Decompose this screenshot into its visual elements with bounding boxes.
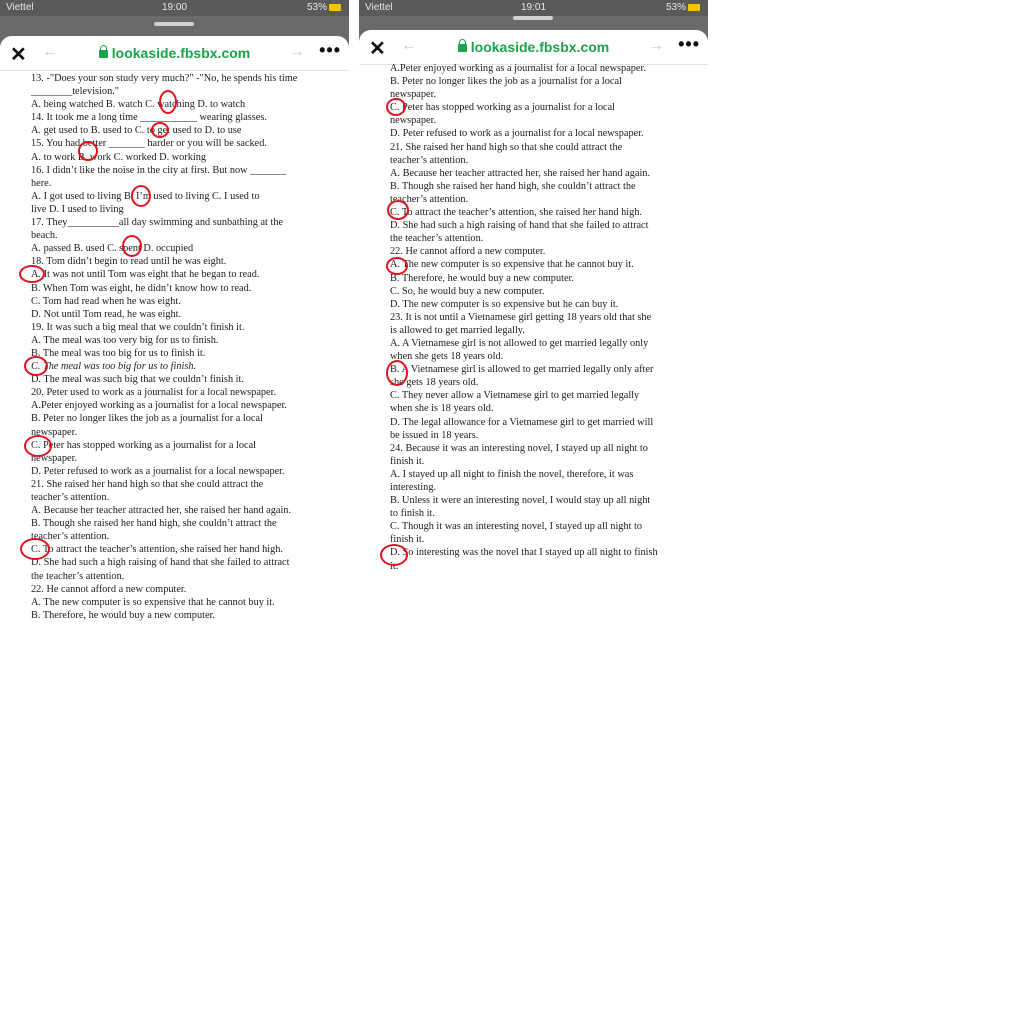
url-host-text: lookaside.fbsbx.com xyxy=(111,45,251,61)
text-line: D. The new computer is so expensive but he can buy it. xyxy=(390,298,619,310)
text-line: newspaper. xyxy=(31,426,78,438)
text-line: 20. Peter used to work as a journalist for a local newspaper. xyxy=(31,387,277,399)
answer-circle xyxy=(386,360,408,386)
text-line: D. The legal allowance for a Vietnamese girl to get married will xyxy=(390,416,654,428)
answer-circle xyxy=(122,235,142,257)
text-line: C. They never allow a Vietnamese girl to get married legally xyxy=(390,390,640,402)
text-line: A. A Vietnamese girl is not allowed to get married legally only xyxy=(390,337,649,349)
battery-percent: 53% xyxy=(306,2,327,13)
text-line: D. She had such a high raising of hand that she failed to attract xyxy=(31,557,290,569)
screenshot-right xyxy=(359,0,708,572)
carrier-label: Viettel xyxy=(365,2,393,13)
text-line: A. get used to B. used to C. to get used to D. to use xyxy=(31,125,242,137)
text-line: A. passed B. used C. spent D. occupied xyxy=(31,243,194,255)
text-line: B. A Vietnamese girl is allowed to get married legally only after xyxy=(390,364,654,376)
text-line: newspaper. xyxy=(390,115,437,127)
answer-circle xyxy=(387,200,409,220)
text-line: 15. You had better _______ harder or you will be sacked. xyxy=(31,138,267,150)
battery-indicator xyxy=(666,2,700,13)
answer-circle xyxy=(24,435,52,457)
text-line: finish it. xyxy=(390,534,425,546)
text-line: B. Therefore, he would buy a new computer. xyxy=(390,272,574,284)
text-line: B. Peter no longer likes the job as a journalist for a local xyxy=(390,76,622,88)
text-line: here. xyxy=(31,177,52,189)
text-line: D. Peter refused to work as a journalist for a local newspaper. xyxy=(390,128,644,140)
text-line: A. The new computer is so expensive that he cannot buy it. xyxy=(31,596,275,608)
text-line: B. Though she raised her hand high, she couldn’t attract the xyxy=(390,180,636,192)
text-line: C. So, he would buy a new computer. xyxy=(390,285,545,297)
text-line: to finish it. xyxy=(390,508,435,520)
text-line: 13. -"Does your son study very much?" -"No, he spends his time xyxy=(31,73,298,84)
text-line: C. Peter has stopped working as a journalist for a local xyxy=(390,102,616,114)
text-line: 19. It was such a big meal that we couldn’t finish it. xyxy=(31,321,245,333)
screenshot-left xyxy=(0,0,349,625)
toolbar-divider xyxy=(0,70,349,71)
lock-icon xyxy=(458,44,467,52)
text-line: C. Peter has stopped working as a journalist for a local xyxy=(31,439,257,451)
text-line: A. I got used to living B. I’m used to living C. I used to xyxy=(31,190,260,202)
text-line: when she is 18 years old. xyxy=(390,403,494,415)
text-line: 22. He cannot afford a new computer. xyxy=(31,583,187,595)
answer-circle xyxy=(20,538,50,560)
text-line: 18. Tom didn’t begin to read until he was eight. xyxy=(31,256,227,268)
url-host-text: lookaside.fbsbx.com xyxy=(470,39,610,55)
sheet-grabber[interactable] xyxy=(154,22,194,26)
answer-circle xyxy=(386,98,406,116)
text-line: B. When Tom was eight, he didn’t know how to read. xyxy=(31,282,252,294)
document-text xyxy=(31,72,323,622)
close-icon[interactable]: ✕ xyxy=(10,44,27,66)
text-line: interesting. xyxy=(390,482,437,493)
text-line: B. Unless it were an interesting novel, I would stay up all night xyxy=(390,495,651,507)
answer-circle xyxy=(131,185,151,207)
battery-icon xyxy=(688,4,700,11)
battery-percent: 53% xyxy=(665,2,686,13)
text-line: A.Peter enjoyed working as a journalist for a local newspaper. xyxy=(31,400,287,412)
text-line: newspaper. xyxy=(390,89,437,101)
text-line: 14. It took me a long time ___________ wearing glasses. xyxy=(31,112,267,124)
text-line: she gets 18 years old. xyxy=(390,377,479,389)
text-line: the teacher’s attention. xyxy=(390,233,484,245)
text-line: C. To attract the teacher’s attention, she raised her hand high. xyxy=(31,544,283,556)
text-line: A. The new computer is so expensive that he cannot buy it. xyxy=(390,259,634,271)
battery-icon xyxy=(329,4,341,11)
text-line: C. To attract the teacher’s attention, she raised her hand high. xyxy=(390,207,642,219)
text-line: D. The meal was such big that we couldn’t finish it. xyxy=(31,374,244,386)
text-line: 21. She raised her hand high so that she could attract the xyxy=(31,478,264,490)
answer-circle xyxy=(24,356,48,376)
answer-circle xyxy=(380,544,408,566)
more-options-icon[interactable]: ••• xyxy=(319,40,341,60)
back-arrow-icon[interactable]: ← xyxy=(401,37,417,54)
text-line: it. xyxy=(390,560,399,572)
text-line: A. Because her teacher attracted her, she raised her hand again. xyxy=(31,505,292,517)
text-line: D. Peter refused to work as a journalist for a local newspaper. xyxy=(31,465,285,477)
close-icon[interactable]: ✕ xyxy=(369,38,386,60)
text-line: C. Though it was an interesting novel, I stayed up all night to xyxy=(390,521,643,533)
text-line: 17. They__________all day swimming and sunbathing at the xyxy=(31,217,284,229)
answer-circle xyxy=(151,122,169,138)
status-bar xyxy=(359,0,708,16)
text-line: C. Tom had read when he was eight. xyxy=(31,295,181,307)
text-line: B. Peter no longer likes the job as a journalist for a local xyxy=(31,413,263,425)
text-line: B. Therefore, he would buy a new computer. xyxy=(31,609,215,621)
clock-label: 19:01 xyxy=(520,2,547,13)
text-line: teacher’s attention. xyxy=(31,531,110,543)
back-arrow-icon[interactable]: ← xyxy=(42,43,58,60)
text-line: A. The meal was too very big for us to finish. xyxy=(31,334,219,346)
answer-circle xyxy=(386,257,408,275)
text-line: A. to work B. work C. worked D. working xyxy=(31,151,207,163)
text-line: newspaper. xyxy=(31,452,78,464)
battery-indicator xyxy=(307,2,341,13)
browser-toolbar xyxy=(0,36,349,70)
text-line: B. Though she raised her hand high, she couldn’t attract the xyxy=(31,518,277,530)
text-line: be issued in 18 years. xyxy=(390,429,479,441)
text-line: A. I stayed up all night to finish the novel, therefore, it was xyxy=(390,468,634,480)
text-line: A. Because her teacher attracted her, she raised her hand again. xyxy=(390,167,651,179)
text-line: ________television." xyxy=(31,86,120,98)
forward-arrow-icon[interactable]: → xyxy=(289,43,305,60)
text-line: 23. It is not until a Vietnamese girl getting 18 years old that she xyxy=(390,311,652,323)
text-line: live D. I used to living xyxy=(31,203,124,215)
lock-icon xyxy=(99,50,108,58)
text-line: teacher’s attention. xyxy=(390,193,469,205)
document-text xyxy=(390,62,682,572)
text-line: is allowed to get married legally. xyxy=(390,324,525,336)
text-line: D. She had such a high raising of hand that she failed to attract xyxy=(390,220,649,232)
sheet-grabber[interactable] xyxy=(513,16,553,20)
text-line: teacher’s attention. xyxy=(390,154,469,166)
text-line: A. It was not until Tom was eight that he began to read. xyxy=(31,269,260,281)
text-line: D. Not until Tom read, he was eight. xyxy=(31,308,182,320)
answer-circle xyxy=(159,90,177,114)
text-line: 24. Because it was an interesting novel, I stayed up all night to xyxy=(390,442,648,454)
text-line: finish it. xyxy=(390,455,425,467)
text-line: when she gets 18 years old. xyxy=(390,351,504,363)
text-line: teacher’s attention. xyxy=(31,492,110,503)
text-line: C. The meal was too big for us to finish. xyxy=(31,361,197,373)
text-line: 21. She raised her hand high so that she could attract the xyxy=(390,141,623,153)
text-line: 16. I didn’t like the noise in the city at first. But now _______ xyxy=(31,164,287,176)
text-line: A.Peter enjoyed working as a journalist for a local newspaper. xyxy=(390,63,646,74)
clock-label: 19:00 xyxy=(161,2,188,13)
answer-circle xyxy=(19,265,45,283)
text-line: D. So interesting was the novel that I stayed up all night to finish xyxy=(390,547,658,559)
text-line: B. The meal was too big for us to finish it. xyxy=(31,347,206,359)
more-options-icon[interactable]: ••• xyxy=(678,34,700,54)
forward-arrow-icon[interactable]: → xyxy=(648,37,664,54)
text-line: A. being watched B. watch C. watching D. to watch xyxy=(31,99,246,111)
text-line: 22. He cannot afford a new computer. xyxy=(390,246,546,258)
carrier-label: Viettel xyxy=(6,2,34,13)
browser-toolbar xyxy=(359,30,708,64)
text-line: beach. xyxy=(31,230,58,242)
answer-circle xyxy=(78,141,98,161)
text-line: the teacher’s attention. xyxy=(31,570,125,582)
status-bar xyxy=(0,0,349,16)
